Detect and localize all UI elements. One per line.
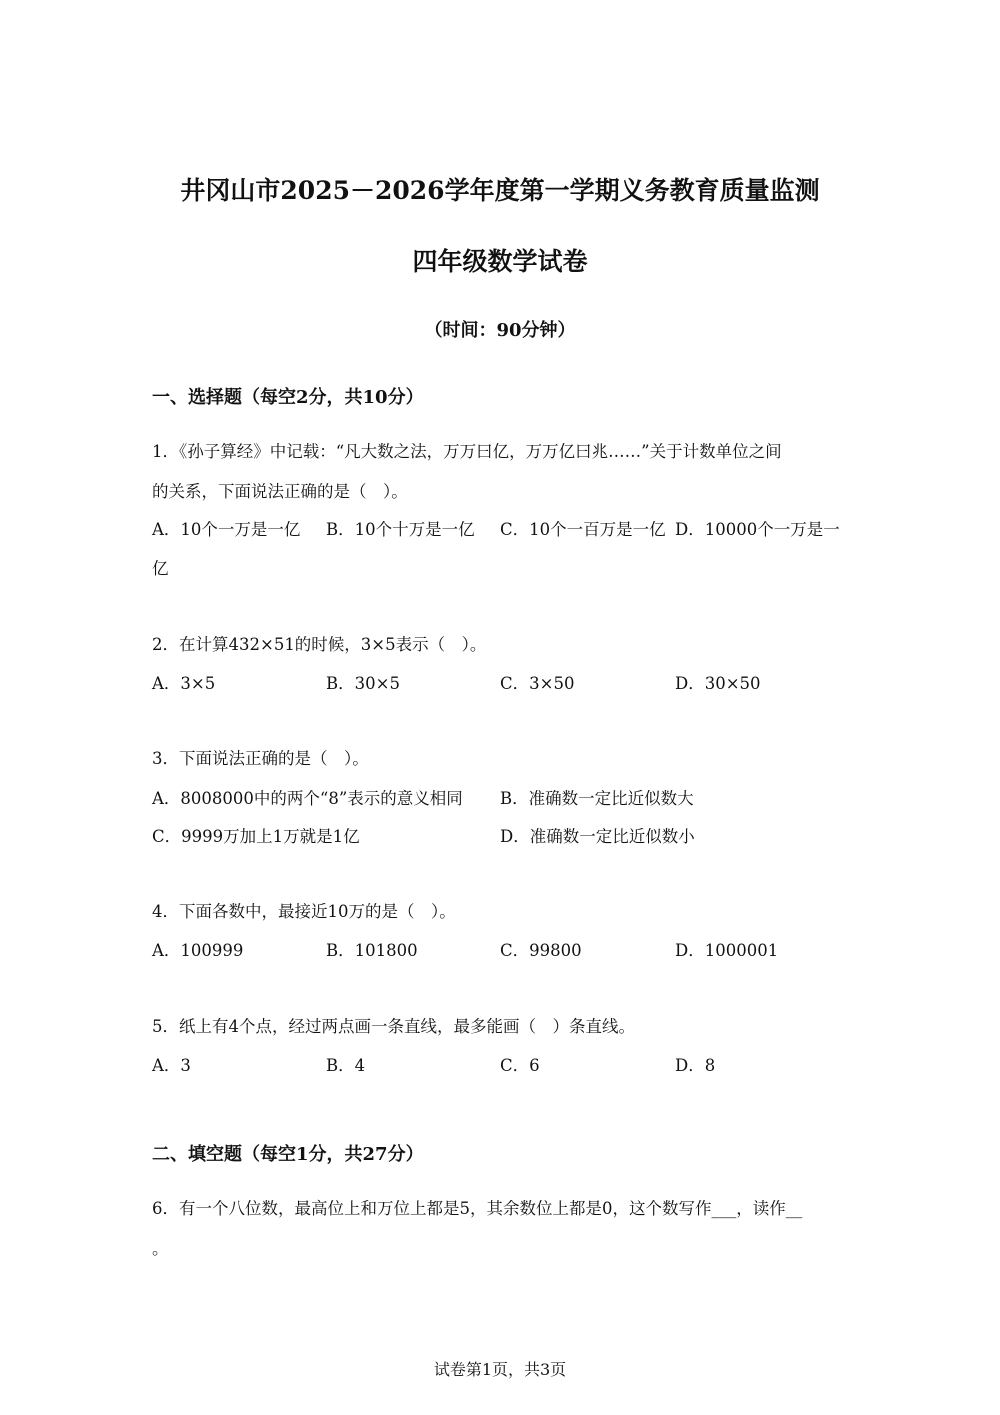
question-1-line-2: 的关系，下面说法正确的是（ ）。 [152,482,408,501]
section-heading-choice: 一、选择题（每空2分，共10分） [152,387,424,408]
question-4-line-1: 4．下面各数中，最接近10万的是（ ）。 [152,902,456,921]
question-6-line-1: 6．有一个八位数，最高位上和万位上都是5，其余数位上都是0，这个数写作___，读作__ [152,1199,803,1218]
question-3-option-b: B．准确数一定比近似数大 [500,789,694,808]
exam-title: 井冈山市2025－2026学年度第一学期义务教育质量监测 [180,176,820,205]
question-6-line-2: 。 [152,1239,169,1258]
question-2-option-d: D．30×50 [675,674,761,693]
question-2-option-b: B．30×5 [326,674,400,693]
page-footer: 试卷第1页，共3页 [433,1360,567,1379]
question-2-option-c: C．3×50 [500,674,575,693]
question-3-line-1: 3．下面说法正确的是（ ）。 [152,749,369,768]
question-1-option-d: D．10000个一万是一 [675,520,840,539]
question-5-option-b: B．4 [326,1056,366,1075]
question-5-option-a: A．3 [152,1056,191,1075]
exam-subtitle: 四年级数学试卷 [412,247,588,276]
question-4-option-d: D．1000001 [675,941,779,960]
question-1-option-a: A．10个一万是一亿 [152,520,301,539]
question-1-option-c: C．10个一百万是一亿 [500,520,666,539]
question-2-option-a: A．3×5 [152,674,216,693]
question-2-line-1: 2．在计算432×51的时候，3×5表示（ ）。 [152,635,487,654]
question-5-option-d: D．8 [675,1056,716,1075]
question-3-option-d: D．准确数一定比近似数小 [500,827,695,846]
question-1-line-1: 1．《孙子算经》中记载：“凡大数之法，万万曰亿，万万亿曰兆……”关于计数单位之间 [152,442,782,461]
question-3-option-a: A．8008000中的两个“8”表示的意义相同 [152,789,463,808]
question-5-option-c: C．6 [500,1056,540,1075]
exam-time-limit: （时间：90分钟） [424,320,576,341]
question-5-line-1: 5．纸上有4个点，经过两点画一条直线，最多能画（ ）条直线。 [152,1017,635,1036]
question-3-option-c: C．9999万加上1万就是1亿 [152,827,360,846]
question-4-option-b: B．101800 [326,941,418,960]
section-heading-fill-in: 二、填空题（每空1分，共27分） [152,1144,424,1165]
question-1-option-b: B．10个十万是一亿 [326,520,475,539]
question-4-option-c: C．99800 [500,941,582,960]
question-4-option-a: A．100999 [152,941,244,960]
question-1-option-d-wrap: 亿 [152,559,169,578]
